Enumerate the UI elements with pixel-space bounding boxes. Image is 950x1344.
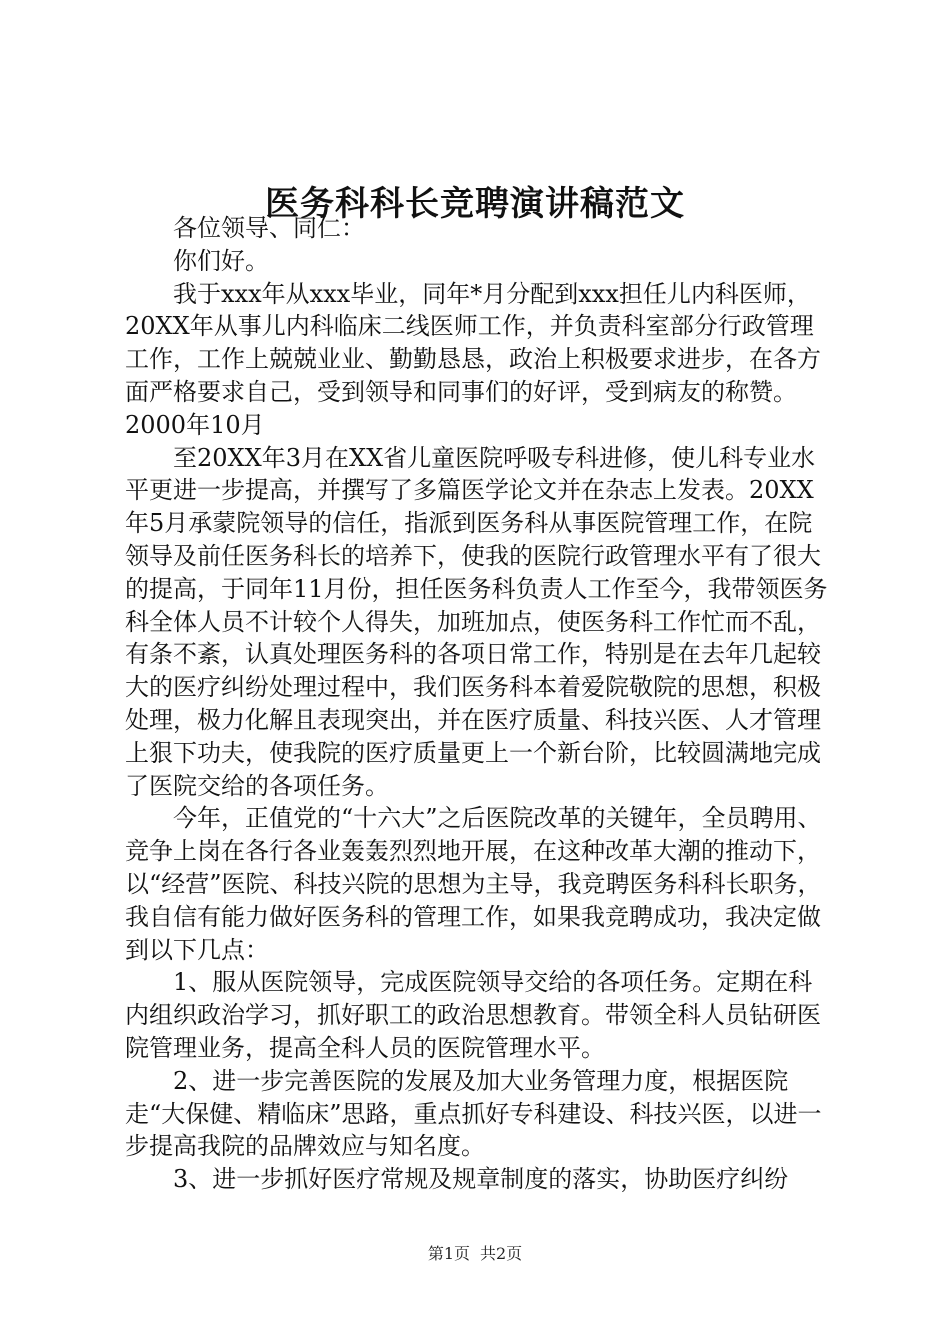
salutation: 各位领导、同仁： [173, 214, 365, 242]
paragraph: 今年，正值党的“十六大”之后医院改革的关键年，全员聘用、竞争上岗在各行各业轰轰烈烈地开展，在这种改革大潮的推动下，以“经营”医院、科技兴院的思想为主导，我竞聘医务科科长职务，我自信有能力做好医务科的管理工作，如果我竞聘成功，我决定做到以下几点： [125, 804, 822, 964]
paragraph: 至20XX年3月在XX省儿童医院呼吸专科进修，使儿科专业水平更进一步提高，并撰写了多篇医学论文并在杂志上发表。20XX年5月承蒙院领导的信任，指派到医务科从事医院管理工作，在院领导及前任医务科长的培养下，使我的医院行政管理水平有了很大的提高，于同年11月份，担任医务科负责人工作至今，我带领医务科全体人员不计较个人得失，加班加点，使医务科工作忙而不乱，有条不紊，认真处理医务科的各项日常工作，特别是在去年几起较大的医疗纠纷处理过程中，我们医务科本着爱院敬院的思想，积极处理，极力化解且表现突出，并在医疗质量、科技兴医、人才管理上狠下功夫，使我院的医疗质量更上一个新台阶，比较圆满地完成了医院交给的各项任务。 [125, 443, 828, 800]
page-total: 共2页 [480, 1244, 523, 1263]
greeting: 你们好。 [173, 246, 269, 275]
list-item: 1、服从医院领导，完成医院领导交给的各项任务。定期在科内组织政治学习，抓好职工的政治思想教育。带领全科人员钻研医院管理业务，提高全科人员的医院管理水平。 [125, 968, 821, 1062]
page-number: 第1页 [427, 1244, 470, 1263]
list-item: 2、进一步完善医院的发展及加大业务管理力度，根据医院走“大保健、精临床”思路，重点抓好专科建设、科技兴医，以进一步提高我院的品牌效应与知名度。 [125, 1066, 822, 1161]
page-footer [0, 1243, 950, 1265]
list-item: 3、进一步抓好医疗常规及规章制度的落实，协助医疗纠纷 [173, 1165, 789, 1194]
document-body [125, 212, 835, 1196]
paragraph: 我于xxx年从xxx毕业，同年*月分配到xxx担任儿内科医师，20XX年从事儿内科临床二线医师工作，并负责科室部分行政管理工作，工作上兢兢业业、勤勤恳恳，政治上积极要求进步，在各方面严格要求自己，受到领导和同事们的好评，受到病友的称赞。2000年10月 [125, 279, 821, 439]
document-title: 医务科科长竞聘演讲稿范文 [265, 184, 685, 224]
